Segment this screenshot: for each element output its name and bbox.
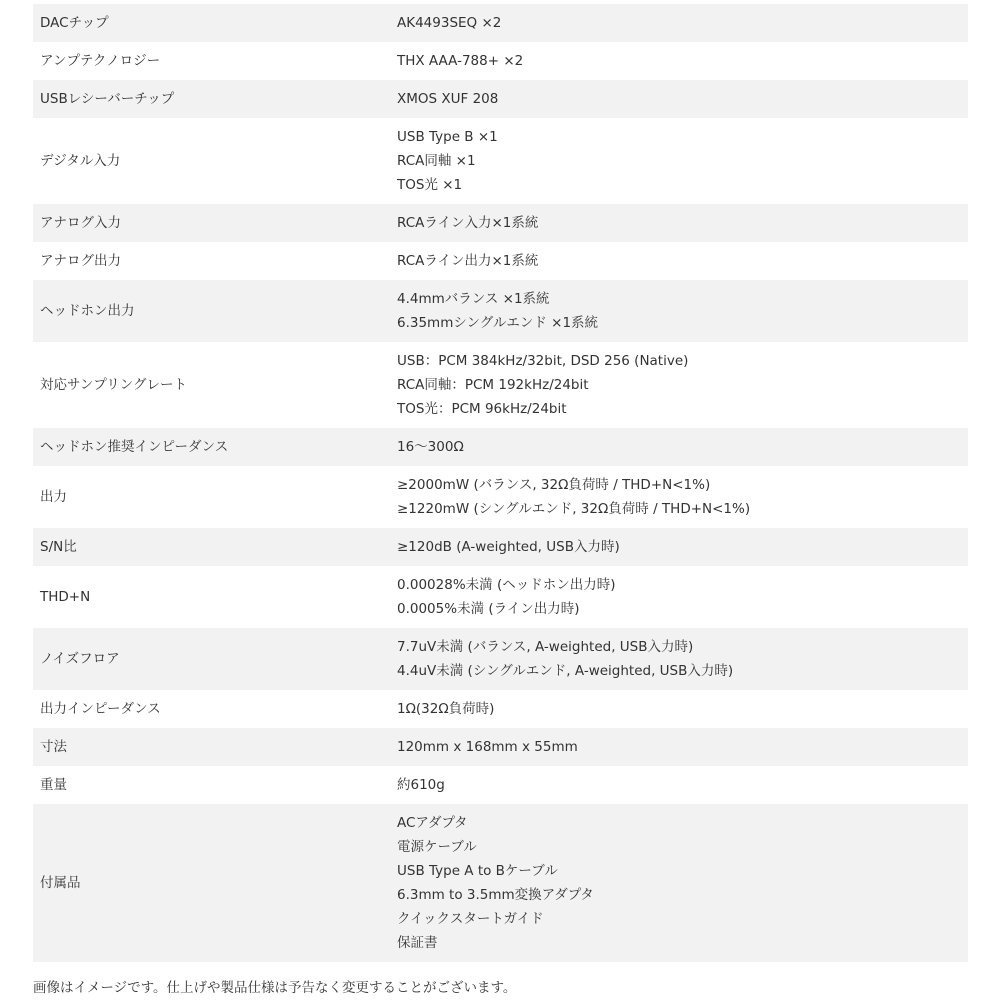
spec-label: ヘッドホン出力 [33,280,397,342]
spec-label: DACチップ [33,4,397,42]
spec-value [397,118,968,204]
spec-value-line: ≥120dB (A-weighted, USB入力時) [397,539,620,555]
spec-value-line: ≥2000mW (バランス, 32Ω負荷時 / THD+N<1%) [397,477,711,493]
spec-value-line: AK4493SEQ ×2 [397,15,502,31]
spec-label: ノイズフロア [33,628,397,690]
spec-label: 重量 [40,777,67,793]
spec-value [397,528,968,566]
spec-row [33,628,968,690]
spec-value-line: 16～300Ω [397,439,464,455]
spec-label: S/N比 [33,528,397,566]
spec-label: 対応サンプリングレート [40,377,188,393]
spec-value [397,204,968,242]
spec-row [33,204,968,242]
spec-value [397,42,968,80]
spec-value-line: TOS光 ×1 [397,177,463,193]
spec-value [397,690,968,728]
spec-label: アナログ出力 [40,253,121,269]
spec-value-line: THX AAA-788+ ×2 [397,53,524,69]
spec-row [33,42,968,80]
spec-row [33,280,968,342]
spec-value-line: RCA同軸：PCM 192kHz/24bit [397,377,589,393]
spec-label: デジタル入力 [40,153,121,169]
spec-value-line: 約610g [397,777,445,793]
spec-label: 出力インピーダンス [40,701,161,717]
spec-row [33,804,968,962]
spec-value-line: USB：PCM 384kHz/32bit, DSD 256 (Native) [397,353,689,369]
spec-value [397,466,968,528]
spec-row [33,466,968,528]
spec-label: USBレシーバーチップ [33,80,397,118]
spec-row [33,242,968,280]
spec-value-line: 電源ケーブル [397,839,477,855]
spec-value-line: ≥1220mW (シングルエンド, 32Ω負荷時 / THD+N<1%) [397,501,751,517]
spec-row [33,528,968,566]
spec-row [33,80,968,118]
spec-table-body [33,4,968,962]
spec-row [33,118,968,204]
spec-value-line: 0.00028%未満 (ヘッドホン出力時) [397,577,616,593]
spec-label: 出力 [40,489,67,505]
spec-value [397,628,968,690]
spec-label: 付属品 [33,804,397,962]
spec-label: THD+N [40,589,91,605]
spec-value [397,80,968,118]
spec-value-line: RCAライン入力×1系統 [397,215,539,231]
spec-value-line: 7.7uV未満 (バランス, A-weighted, USB入力時) [397,639,694,655]
spec-value-line: 6.35mmシングルエンド ×1系統 [397,315,599,331]
spec-value-line: 4.4uV未満 (シングルエンド, A-weighted, USB入力時) [397,663,734,679]
spec-value-line: TOS光：PCM 96kHz/24bit [397,401,567,417]
spec-row [33,728,968,766]
spec-value-line: USB Type A to Bケーブル [397,863,558,879]
spec-value-line: 0.0005%未満 (ライン出力時) [397,601,580,617]
spec-value-line: クイックスタートガイド [397,911,544,927]
spec-value-line: XMOS XUF 208 [397,91,499,107]
spec-label: ヘッドホン推奨インピーダンス [33,428,397,466]
spec-value-line: 6.3mm to 3.5mm変換アダプタ [397,887,594,903]
spec-label: 寸法 [33,728,397,766]
spec-row [33,766,968,804]
spec-value [397,4,968,42]
spec-value-line: 1Ω(32Ω負荷時) [397,701,495,717]
spec-value-line: RCA同軸 ×1 [397,153,476,169]
spec-row [33,4,968,42]
footnote: 画像はイメージです。仕上げや製品仕様は予告なく変更することがございます。 [33,980,517,996]
spec-value-line: ACアダプタ [397,815,468,831]
spec-label: アンプテクノロジー [40,53,161,69]
spec-value-line: USB Type B ×1 [397,129,498,145]
spec-value [397,242,968,280]
spec-value [397,342,968,428]
spec-value-line: 120mm x 168mm x 55mm [397,739,578,755]
spec-row [33,342,968,428]
spec-value [397,804,968,962]
spec-value [397,566,968,628]
spec-row [33,690,968,728]
spec-table [33,4,968,962]
spec-row [33,566,968,628]
spec-value [397,766,968,804]
spec-row [33,428,968,466]
spec-value-line: RCAライン出力×1系統 [397,253,539,269]
spec-value-line: 4.4mmバランス ×1系統 [397,291,550,307]
spec-label: アナログ入力 [33,204,397,242]
spec-value [397,728,968,766]
spec-value-line: 保証書 [397,935,438,951]
spec-value [397,280,968,342]
spec-value [397,428,968,466]
